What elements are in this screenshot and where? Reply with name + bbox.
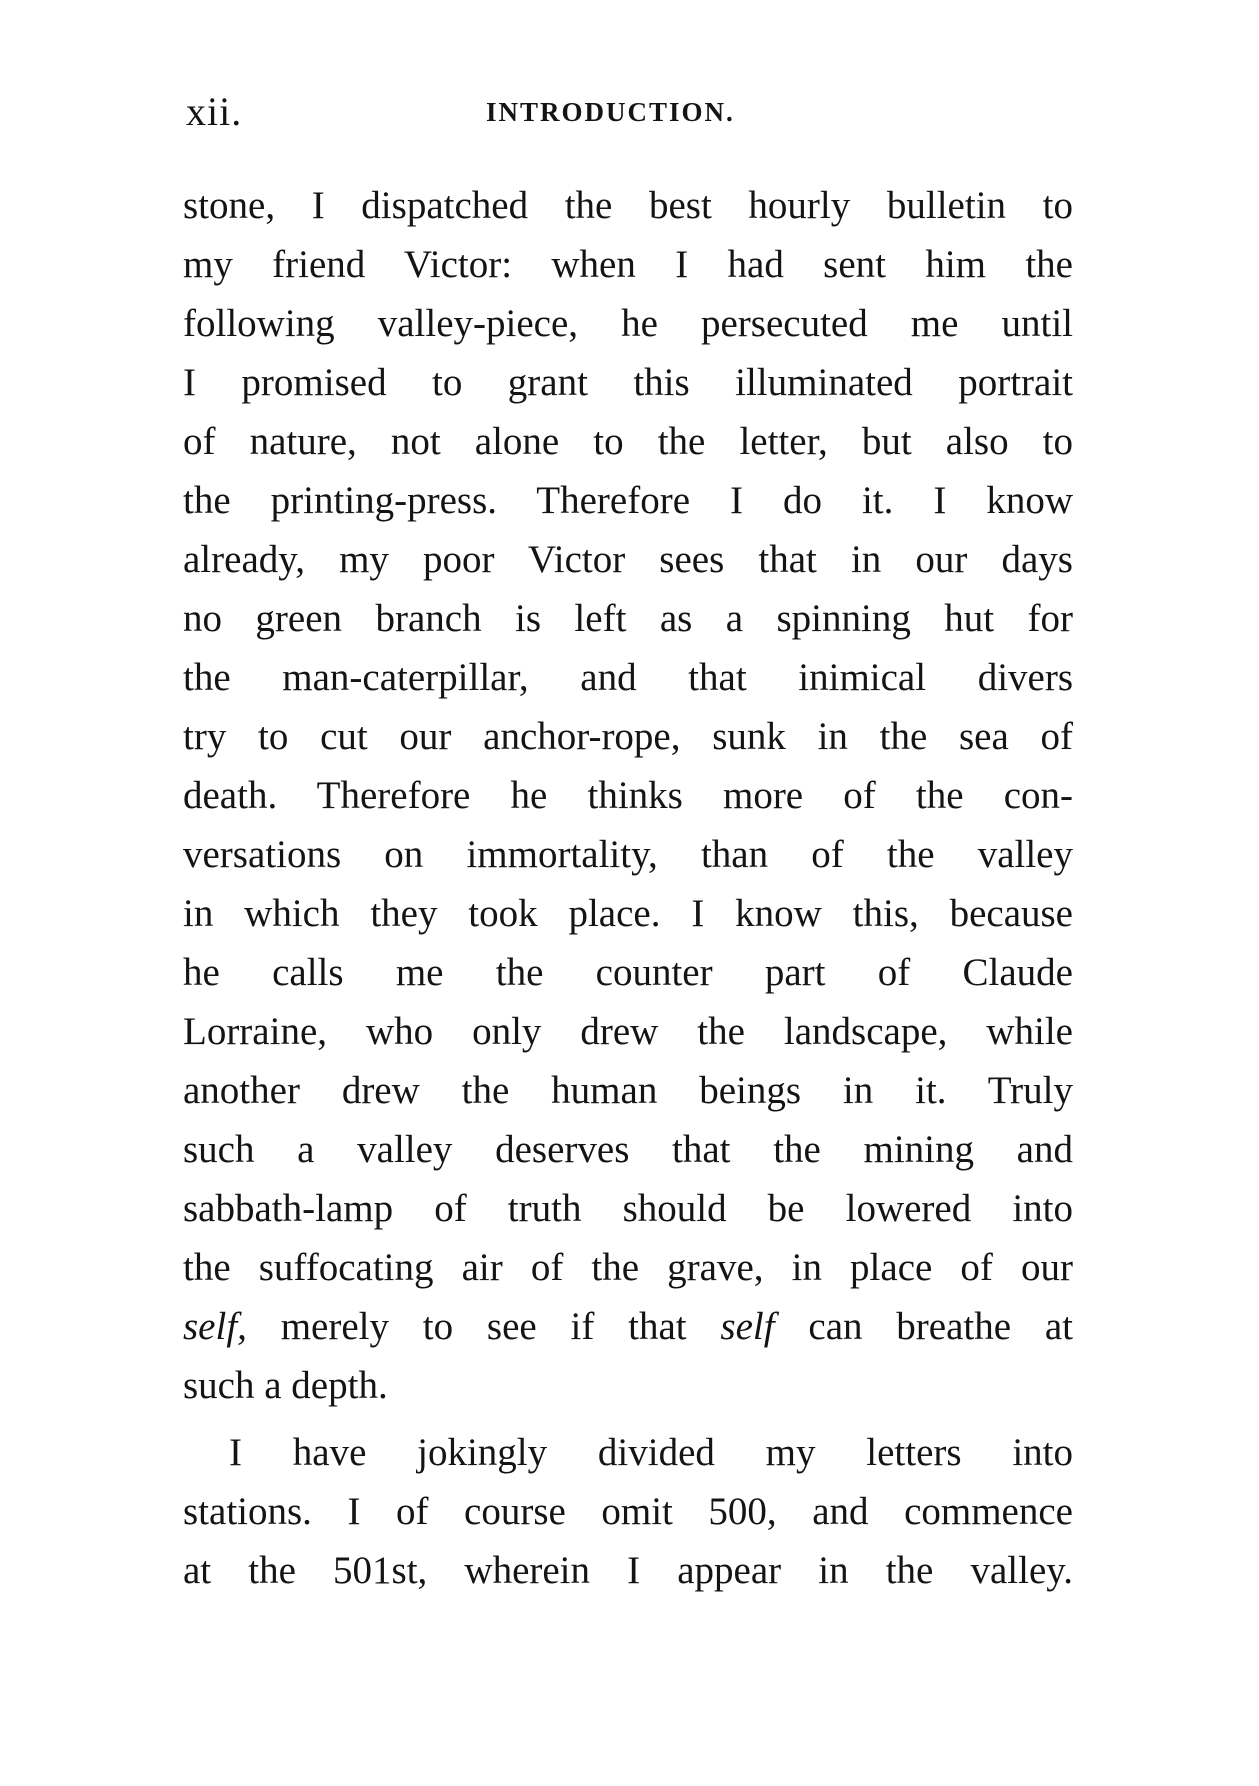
text-line: stone, I dispatched the best hourly bulletin to — [183, 184, 1073, 227]
text-line: he calls me the counter part of Claude — [183, 951, 1073, 994]
text-line: Lorraine, who only drew the landscape, while — [183, 1010, 1073, 1053]
text-line: in which they took place. I know this, because — [183, 892, 1073, 935]
italic-word: self, — [183, 1305, 247, 1348]
text-line: such a valley deserves that the mining and — [183, 1128, 1073, 1171]
text-run: merely to see if that — [246, 1305, 721, 1348]
text-run: can breathe at — [774, 1305, 1073, 1348]
page-number: xii. — [186, 89, 243, 134]
text-line: I promised to grant this illuminated portrait — [183, 361, 1073, 404]
text-line: following valley-piece, he persecuted me until — [183, 302, 1073, 345]
text-line: I have jokingly divided my letters into — [229, 1431, 1073, 1474]
text-line: the man-caterpillar, and that inimical divers — [183, 656, 1073, 699]
text-line: sabbath-lamp of truth should be lowered into — [183, 1187, 1073, 1230]
text-line: such a depth. — [183, 1364, 388, 1407]
text-line: death. Therefore he thinks more of the con- — [183, 774, 1073, 817]
text-line: try to cut our anchor-rope, sunk in the sea of — [183, 715, 1073, 758]
text-line: already, my poor Victor sees that in our days — [183, 538, 1073, 581]
paragraph-2 — [183, 1423, 1073, 1600]
text-line: versations on immortality, than of the valley — [183, 833, 1073, 876]
text-line: stations. I of course omit 500, and commence — [183, 1490, 1073, 1533]
text-line-italic-words — [183, 1297, 1073, 1356]
text-line: my friend Victor: when I had sent him the — [183, 243, 1073, 286]
paragraph-1 — [183, 176, 1073, 1415]
text-line: of nature, not alone to the letter, but also to — [183, 420, 1073, 463]
running-title: INTRODUCTION. — [486, 97, 735, 127]
text-line: the suffocating air of the grave, in place of our — [183, 1246, 1073, 1289]
text-line: no green branch is left as a spinning hut for — [183, 597, 1073, 640]
text-line: the printing-press. Therefore I do it. I know — [183, 479, 1073, 522]
italic-word: self — [720, 1305, 775, 1348]
text-line: another drew the human beings in it. Truly — [183, 1069, 1073, 1112]
text-line: at the 501st, wherein I appear in the valley. — [183, 1549, 1073, 1592]
running-head — [186, 88, 1066, 138]
body-text — [183, 176, 1073, 1600]
